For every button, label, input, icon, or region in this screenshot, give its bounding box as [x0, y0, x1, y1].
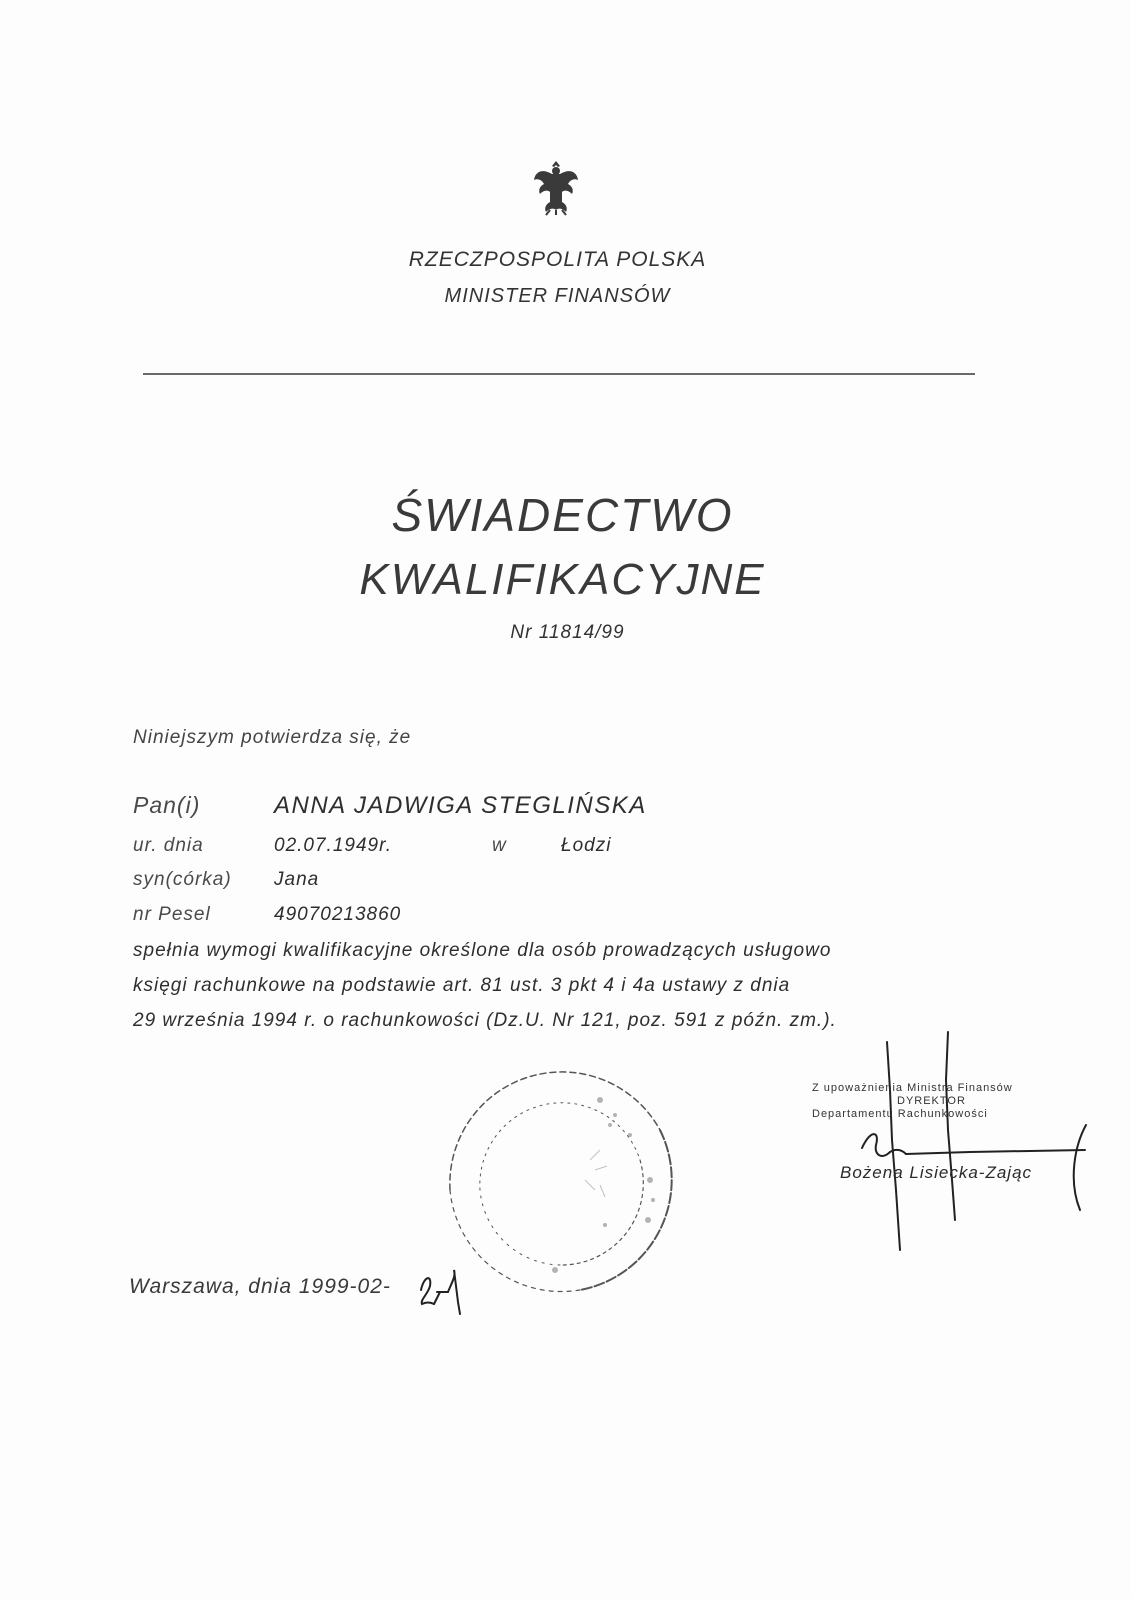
birth-place-value: Łodzi	[561, 835, 612, 856]
name-value: ANNA JADWIGA STEGLIŃSKA	[274, 792, 647, 819]
birth-date-value: 02.07.1949r.	[274, 835, 392, 856]
handwritten-signature	[810, 1030, 1110, 1260]
handwritten-date-day	[418, 1262, 468, 1317]
intro-text: Niniejszym potwierdza się, że	[133, 727, 412, 748]
country-name: RZECZPOSPOLITA POLSKA	[408, 248, 707, 271]
polish-eagle-emblem	[532, 160, 580, 216]
birth-date-label: ur. dnia	[133, 835, 204, 856]
document-title-line1: ŚWIADECTWO	[391, 489, 734, 541]
statement-line: 29 września 1994 r. o rachunkowości (Dz.U. Nr 121, poz. 591 z późn. zm.).	[133, 1010, 837, 1031]
issuing-authority: MINISTER FINANSÓW	[444, 285, 671, 307]
signatory-name: Bożena Lisiecka-Zając	[840, 1163, 1033, 1182]
signatory-title: DYREKTOR	[897, 1095, 966, 1107]
name-label: Pan(i)	[133, 792, 201, 818]
certificate-number: Nr 11814/99	[510, 622, 625, 643]
signatory-department: Departamentu Rachunkowości	[812, 1108, 988, 1120]
pesel-value: 49070213860	[274, 904, 402, 925]
document-title-line2: KWALIFIKACYJNE	[359, 555, 766, 604]
authorization-line: Z upoważnienia Ministra Finansów	[812, 1082, 1013, 1094]
parent-label: syn(córka)	[133, 869, 232, 890]
pesel-label: nr Pesel	[133, 904, 211, 925]
place-and-date: Warszawa, dnia 1999-02-	[129, 1275, 391, 1298]
parent-value: Jana	[274, 869, 320, 890]
statement-line: spełnia wymogi kwalifikacyjne określone dla osób prowadzących usługowo	[133, 940, 832, 961]
header-divider	[143, 373, 975, 375]
birth-place-label: w	[492, 835, 507, 856]
statement-line: księgi rachunkowe na podstawie art. 81 ust. 3 pkt 4 i 4a ustawy z dnia	[133, 975, 791, 996]
